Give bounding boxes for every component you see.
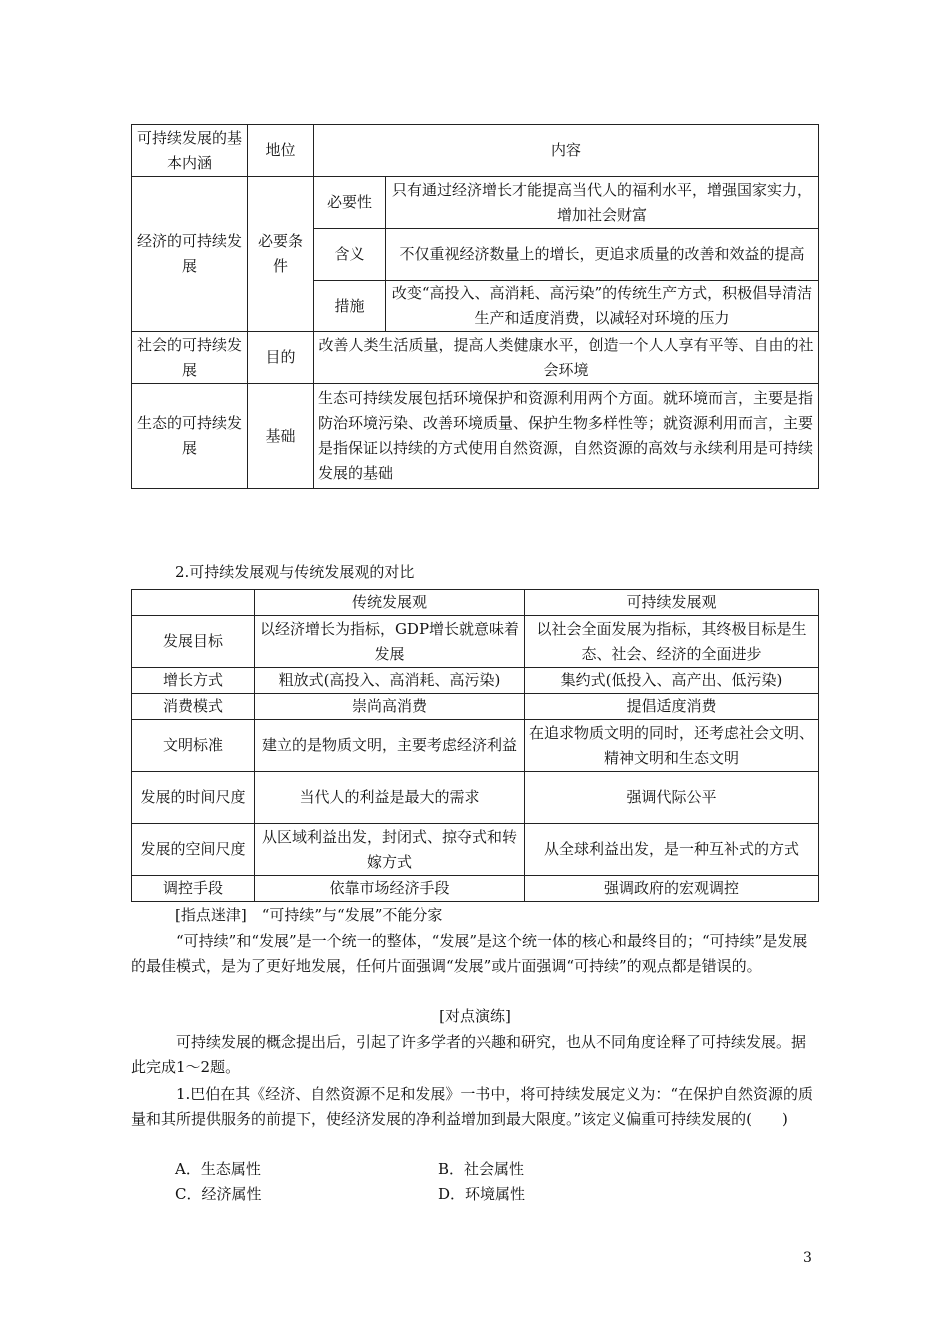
row-content-cell: 只有通过经济增长才能提高当代人的福利水平，增强国家实力，增加社会财富 xyxy=(386,177,819,229)
page-number: 3 xyxy=(803,1250,812,1266)
traditional-cell: 依靠市场经济手段 xyxy=(255,876,525,902)
social-content-cell: 改善人类生活质量，提高人类健康水平，创造一个人人享有平等、自由的社会环境 xyxy=(314,332,819,384)
header-cell: 可持续发展的基本内涵 xyxy=(132,125,248,177)
row-label-cell: 发展的空间尺度 xyxy=(132,824,255,876)
section-title: 2.可持续发展观与传统发展观的对比 xyxy=(175,563,415,581)
sustainable-cell: 提倡适度消费 xyxy=(525,694,819,720)
row-label-cell: 消费模式 xyxy=(132,694,255,720)
development-comparison-table xyxy=(131,589,819,902)
sustainable-cell: 强调政府的宏观调控 xyxy=(525,876,819,902)
ecological-name-cell: 生态的可持续发展 xyxy=(132,384,248,489)
header-cell: 可持续发展观 xyxy=(525,590,819,616)
tip-heading: [指点迷津] “可持续”与“发展”不能分家 xyxy=(175,906,443,924)
social-status-cell: 目的 xyxy=(248,332,314,384)
row-label-cell: 增长方式 xyxy=(132,668,255,694)
table-header-row xyxy=(132,125,819,177)
option-a: A．生态属性 xyxy=(175,1160,261,1178)
row-content-cell: 不仅重视经济数量上的增长，更追求质量的改善和效益的提高 xyxy=(386,229,819,281)
row-label-cell: 措施 xyxy=(314,281,386,332)
header-cell xyxy=(132,590,255,616)
intro-paragraph: 可持续发展的概念提出后，引起了许多学者的兴趣和研究，也从不同角度诠释了可持续发展。据此完成1～2题。 xyxy=(131,1033,807,1076)
traditional-cell: 粗放式(高投入、高消耗、高污染) xyxy=(255,668,525,694)
row-content-cell: 改变“高投入、高消耗、高污染”的传统生产方式，积极倡导清洁生产和适度消费，以减轻对环境的压力 xyxy=(386,281,819,332)
table-row xyxy=(132,616,819,668)
traditional-cell: 当代人的利益是最大的需求 xyxy=(255,772,525,824)
row-label-cell: 文明标准 xyxy=(132,720,255,772)
header-cell: 内容 xyxy=(314,125,819,177)
question-1: 1.巴伯在其《经济、自然资源不足和发展》一书中，将可持续发展定义为：“在保护自然资源的质量和其所提供服务的前提下，使经济发展的净利益增加到最大限度。”该定义偏重可持续发展的( ) xyxy=(131,1085,813,1128)
economic-status-cell: 必要条件 xyxy=(248,177,314,332)
table-row xyxy=(132,720,819,772)
table-row xyxy=(132,332,819,384)
header-cell: 传统发展观 xyxy=(255,590,525,616)
row-label-cell: 必要性 xyxy=(314,177,386,229)
sustainable-cell: 强调代际公平 xyxy=(525,772,819,824)
table-row xyxy=(132,384,819,489)
header-cell: 地位 xyxy=(248,125,314,177)
ecological-content-cell: 生态可持续发展包括环境保护和资源利用两个方面。就环境而言，主要是指防治环境污染、改善环境质量、保护生物多样性等；就资源利用而言，主要是指保证以持续的方式使用自然资源，自然资源的高效与永续利用是可持续发展的基础 xyxy=(314,384,819,489)
table-row xyxy=(132,772,819,824)
row-label-cell: 发展目标 xyxy=(132,616,255,668)
row-label-cell: 调控手段 xyxy=(132,876,255,902)
option-d: D．环境属性 xyxy=(438,1185,526,1203)
table-row xyxy=(132,824,819,876)
sustainable-cell: 从全球利益出发，是一种互补式的方式 xyxy=(525,824,819,876)
tip-body: “可持续”和“发展”是一个统一的整体，“发展”是这个统一体的核心和最终目的；“可持续”是发展的最佳模式，是为了更好地发展，任何片面强调“发展”或片面强调“可持续”的观点都是错误的。 xyxy=(131,932,808,975)
sustainable-cell: 以社会全面发展为指标，其终极目标是生态、社会、经济的全面进步 xyxy=(525,616,819,668)
social-name-cell: 社会的可持续发展 xyxy=(132,332,248,384)
economic-name-cell: 经济的可持续发展 xyxy=(132,177,248,332)
traditional-cell: 建立的是物质文明，主要考虑经济利益 xyxy=(255,720,525,772)
traditional-cell: 从区域利益出发，封闭式、掠夺式和转嫁方式 xyxy=(255,824,525,876)
sustainable-cell: 集约式(低投入、高产出、低污染) xyxy=(525,668,819,694)
traditional-cell: 崇尚高消费 xyxy=(255,694,525,720)
table-row xyxy=(132,668,819,694)
traditional-cell: 以经济增长为指标，GDP增长就意味着发展 xyxy=(255,616,525,668)
option-c: C．经济属性 xyxy=(175,1185,262,1203)
ecological-status-cell: 基础 xyxy=(248,384,314,489)
sustainable-cell: 在追求物质文明的同时，还考虑社会文明、精神文明和生态文明 xyxy=(525,720,819,772)
table-row xyxy=(132,177,819,229)
option-b: B．社会属性 xyxy=(438,1160,525,1178)
table-row xyxy=(132,694,819,720)
practice-heading: [对点演练] xyxy=(439,1007,511,1025)
sustainable-development-connotation-table xyxy=(131,124,819,489)
row-label-cell: 发展的时间尺度 xyxy=(132,772,255,824)
table-row xyxy=(132,876,819,902)
table-header-row xyxy=(132,590,819,616)
row-label-cell: 含义 xyxy=(314,229,386,281)
